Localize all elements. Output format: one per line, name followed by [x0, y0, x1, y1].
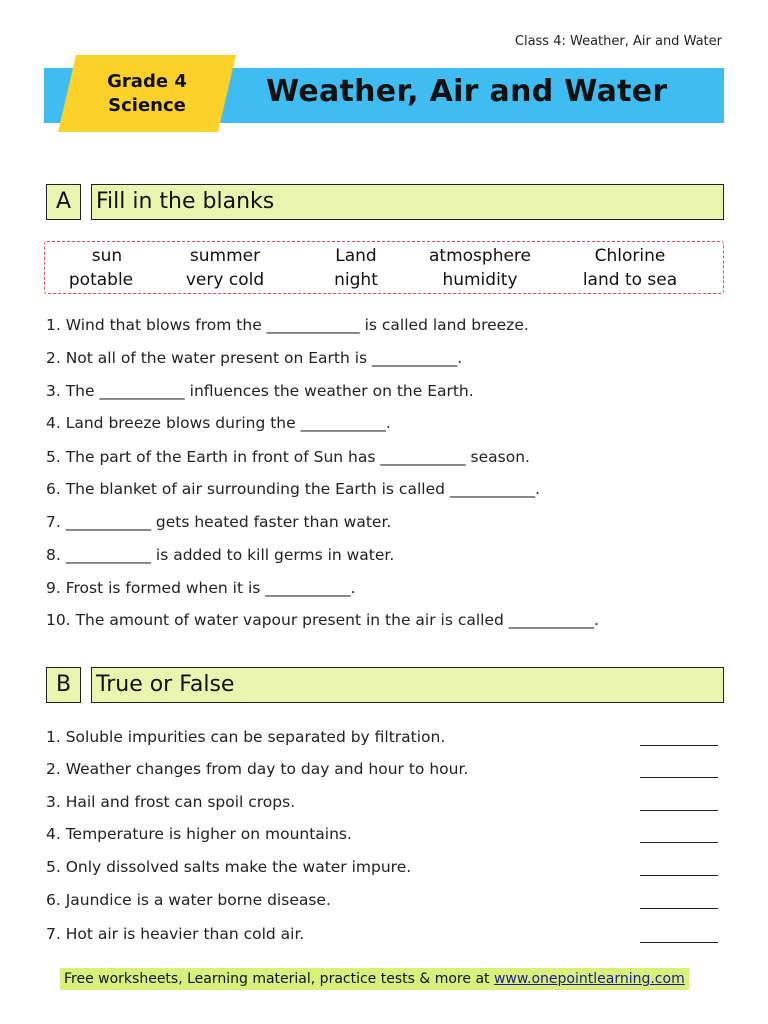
fill-blank-question: 7. ___________ gets heated faster than water.	[46, 513, 392, 531]
answer-line[interactable]	[640, 810, 718, 811]
footer-link[interactable]: www.onepointlearning.com	[493, 971, 685, 987]
word-bank-item: atmosphere	[429, 246, 531, 266]
section-b-letter: B	[46, 667, 81, 703]
word-bank-item: potable	[68, 270, 134, 290]
section-b-title: True or False	[91, 667, 724, 703]
footer-text: Free worksheets, Learning material, practice tests & more at	[64, 971, 494, 987]
fill-blank-question: 8. ___________ is added to kill germs in water.	[46, 546, 395, 564]
true-false-question: 1. Soluble impurities can be separated by filtration.	[46, 728, 446, 746]
word-bank-item: Land	[335, 246, 377, 266]
grade-label: Grade 4	[107, 71, 187, 92]
grade-badge	[58, 55, 236, 132]
word-bank-item: land to sea	[582, 270, 678, 290]
answer-line[interactable]	[640, 942, 718, 943]
answer-line[interactable]	[640, 745, 718, 746]
page-title: Weather, Air and Water	[266, 74, 668, 109]
grade-text	[76, 70, 218, 118]
true-false-question: 7. Hot air is heavier than cold air.	[46, 925, 305, 943]
answer-line[interactable]	[640, 908, 718, 909]
word-bank-item: sun	[91, 246, 123, 266]
fill-blank-question: 9. Frost is formed when it is ___________.	[46, 579, 356, 597]
word-bank-item: summer	[189, 246, 261, 266]
word-bank-item: humidity	[442, 270, 518, 290]
fill-blank-question: 3. The ___________ influences the weather on the Earth.	[46, 382, 474, 400]
word-bank-item: very cold	[185, 270, 265, 290]
fill-blank-question: 1. Wind that blows from the ____________ is called land breeze.	[46, 316, 529, 334]
fill-blank-question: 5. The part of the Earth in front of Sun has ___________ season.	[46, 448, 530, 466]
word-bank-item: night	[334, 270, 378, 290]
answer-line[interactable]	[640, 875, 718, 876]
true-false-question: 5. Only dissolved salts make the water impure.	[46, 858, 412, 876]
fill-blank-question: 10. The amount of water vapour present in the air is called ___________.	[46, 611, 599, 629]
word-bank	[44, 241, 724, 294]
subject-label: Science	[108, 95, 186, 116]
fill-blank-question: 6. The blanket of air surrounding the Earth is called ___________.	[46, 480, 541, 498]
answer-line[interactable]	[640, 777, 718, 778]
true-false-question: 6. Jaundice is a water borne disease.	[46, 891, 331, 909]
true-false-question: 2. Weather changes from day to day and hour to hour.	[46, 760, 469, 778]
fill-blank-question: 2. Not all of the water present on Earth is ___________.	[46, 349, 463, 367]
word-bank-item: Chlorine	[594, 246, 666, 266]
true-false-question: 4. Temperature is higher on mountains.	[46, 825, 352, 843]
footer-banner	[60, 968, 689, 990]
fill-blank-question: 4. Land breeze blows during the ___________.	[46, 414, 391, 432]
answer-line[interactable]	[640, 842, 718, 843]
class-label: Class 4: Weather, Air and Water	[514, 34, 722, 49]
section-a-letter: A	[46, 184, 81, 220]
true-false-question: 3. Hail and frost can spoil crops.	[46, 793, 296, 811]
section-a-title: Fill in the blanks	[91, 184, 724, 220]
